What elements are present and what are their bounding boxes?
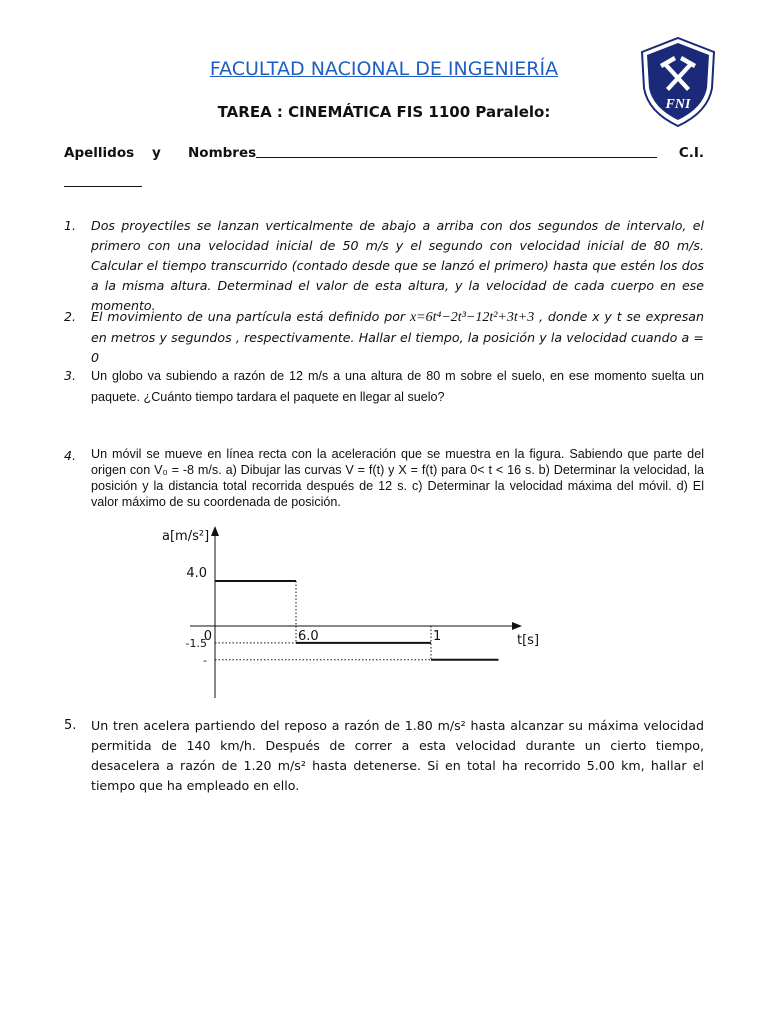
name-blank[interactable] [256, 145, 657, 158]
question-5 [64, 716, 704, 796]
student-name-line [64, 145, 704, 161]
y-label: y [152, 145, 161, 161]
ci-blank[interactable] [64, 170, 142, 187]
apellidos-label: Apellidos [64, 145, 135, 161]
question-text: Dos proyectiles se lanzan verticalmente de abajo a arriba con dos segundos de intervalo, el primero con una velocidad inicial de 50 m/s y el segundo con velocidad inicial de 80 m/s. Calcular el tiempo transcurrido (contado desde que se lanzó el primero) hasta que estén los dos a la misma altura. Determinad el valor de esta altura, y la velocidad de cada cuerpo en ese momento. [91, 218, 704, 313]
x-tick-label: 0 [203, 629, 212, 644]
nombres-label: Nombres [188, 145, 257, 161]
page-title: FACULTAD NACIONAL DE INGENIERÍA [209, 58, 559, 80]
y-axis-label: a[m/s²] [162, 529, 210, 544]
ci-label: C.I. [678, 145, 704, 161]
question-text: Un globo va subiendo a razón de 12 m/s a una altura de 80 m sobre el suelo, en ese momento suelta un paquete. ¿Cuánto tiempo tardara el paquete en llegar al suelo? [91, 369, 704, 404]
question-1 [64, 216, 704, 316]
question-number: 5. [64, 718, 77, 733]
question-2 [64, 307, 704, 368]
y-tick-label: -1.5 [185, 636, 207, 650]
x-tick-label: 6.0 [298, 629, 319, 644]
question-text: Un tren acelera partiendo del reposo a razón de 1.80 m/s² hasta alcanzar su máxima velocidad permitida de 140 km/h. Después de correr a esta velocidad durante un cierto tiempo, desacelera a razón de 1.20 m/s² hasta detenerse. Si en total ha recorrido 5.00 km, hallar el tiempo que ha empleado en ello. [91, 718, 704, 793]
x-axis-arrow [512, 622, 522, 630]
fni-logo [638, 36, 718, 128]
question-number: 1. [64, 218, 77, 233]
acceleration-chart [150, 520, 550, 710]
question-number: 2. [64, 309, 77, 324]
y-axis-arrow [211, 526, 219, 536]
y-tick-label: 4.0 [186, 566, 207, 581]
y-tick-label: - [203, 653, 207, 667]
assignment-subtitle: TAREA : CINEMÁTICA FIS 1100 Paralelo: [217, 103, 551, 121]
x-axis-label: t[s] [517, 633, 540, 648]
question-text-cont: , donde x y t se expresan en metros y segundos , respectivamente. Hallar el tiempo, la posición y la velocidad cuando a = 0 [91, 309, 704, 365]
question-number: 4. [64, 448, 77, 463]
x-tick-label: 1 [433, 629, 442, 644]
logo-text: FNI [665, 97, 691, 112]
question-number: 3. [64, 368, 77, 383]
question-3 [64, 366, 704, 408]
question-4 [64, 446, 704, 510]
position-equation: x=6t⁴−2t³−12t²+3t+3 [409, 310, 535, 325]
question-text: El movimiento de una partícula está definido por [91, 309, 406, 324]
question-text: Un móvil se mueve en línea recta con la aceleración que se muestra en la figura. Sabiendo que parte del origen con V₀ = -8 m/s. a) Dibujar las curvas V = f(t) y X = f(t) para 0< t < 16 s. b) Determinar la velocidad, la posición y la distancia total recorrida después de 12 s. c) Determinar la velocidad máxima del móvil. d) El valor máximo de su coordenada de posición. [91, 447, 704, 509]
